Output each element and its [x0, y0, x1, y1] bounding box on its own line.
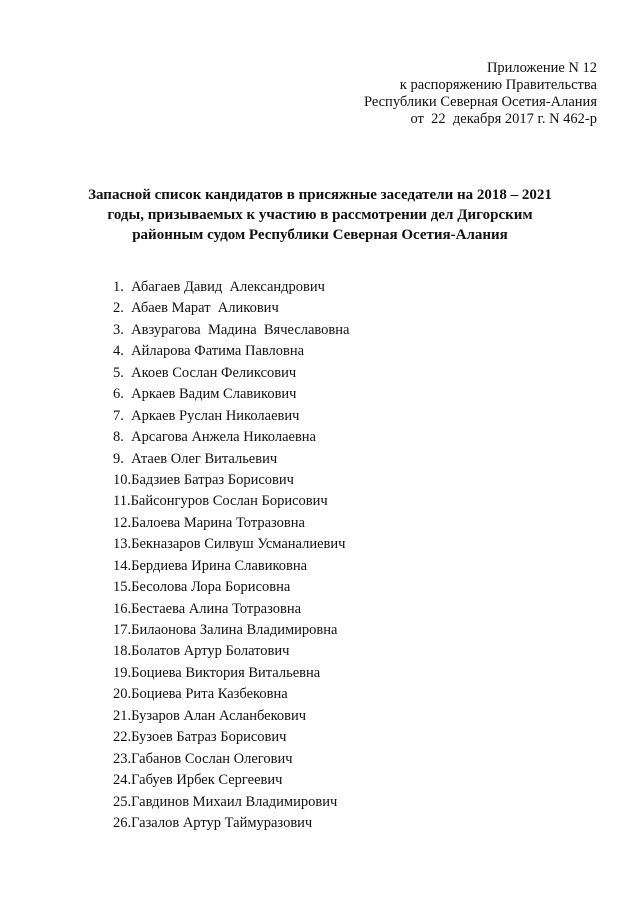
- candidate-item: 18.Болатов Артур Болатович: [113, 643, 290, 660]
- title-line-2: годы, призываемых к участию в рассмотрении дел Дигорским: [107, 207, 533, 223]
- title-line-1: Запасной список кандидатов в присяжные заседатели на 2018 – 2021: [88, 187, 552, 203]
- candidate-item: 25.Гавдинов Михаил Владимирович: [113, 793, 338, 810]
- candidate-item: 21.Бузаров Алан Асланбекович: [113, 707, 307, 724]
- candidate-item: 23.Габанов Сослан Олегович: [113, 750, 293, 767]
- candidate-item: 26.Газалов Артур Таймуразович: [113, 814, 313, 831]
- candidate-list: [113, 277, 349, 834]
- candidate-item: 20.Боциева Рита Казбековна: [113, 686, 288, 703]
- candidate-item: 19.Боциева Виктория Витальевна: [113, 664, 321, 681]
- appendix-header: [364, 60, 597, 128]
- appendix-number: Приложение N 12: [486, 60, 597, 76]
- candidate-item: 9. Атаев Олег Витальевич: [113, 450, 278, 467]
- candidate-item: 14.Бердиева Ирина Славиковна: [113, 557, 308, 574]
- candidate-item: 12.Балоева Марина Тотразовна: [113, 514, 305, 531]
- candidate-item: 6. Аркаев Вадим Славикович: [113, 386, 297, 403]
- appendix-reference: к распоряжению Правительства: [399, 77, 597, 93]
- candidate-item: 22.Бузоев Батраз Борисович: [113, 729, 287, 746]
- appendix-government: Республики Северная Осетия-Алания: [363, 94, 597, 110]
- candidate-item: 1. Абагаев Давид Александрович: [113, 279, 325, 295]
- candidate-item: 4. Айларова Фатима Павловна: [113, 343, 305, 360]
- candidate-item: 3. Авзурагова Мадина Вячеславовна: [113, 321, 350, 338]
- candidate-item: 11.Байсонгуров Сослан Борисович: [113, 493, 328, 510]
- candidate-item: 17.Билаонова Залина Владимировна: [113, 622, 338, 638]
- candidate-item: 24.Габуев Ирбек Сергеевич: [113, 772, 283, 789]
- candidate-item: 5. Акоев Сослан Феликсович: [113, 364, 297, 381]
- title-line-3: районным судом Республики Северная Осетия-Алания: [132, 227, 508, 243]
- candidate-item: 15.Бесолова Лора Борисовна: [113, 579, 291, 596]
- candidate-item: 8. Арсагова Анжела Николаевна: [113, 429, 316, 446]
- candidate-item: 10.Бадзиев Батраз Борисович: [113, 471, 294, 488]
- appendix-date: от 22 декабря 2017 г. N 462-р: [410, 111, 597, 127]
- candidate-item: 16.Бестаева Алина Тотразовна: [113, 600, 302, 617]
- document-title: [60, 185, 580, 245]
- candidate-item: 13.Бекназаров Силвуш Усманалиевич: [113, 536, 346, 553]
- candidate-item: 7. Аркаев Руслан Николаевич: [113, 407, 300, 424]
- candidate-item: 2. Абаев Марат Аликович: [113, 300, 279, 317]
